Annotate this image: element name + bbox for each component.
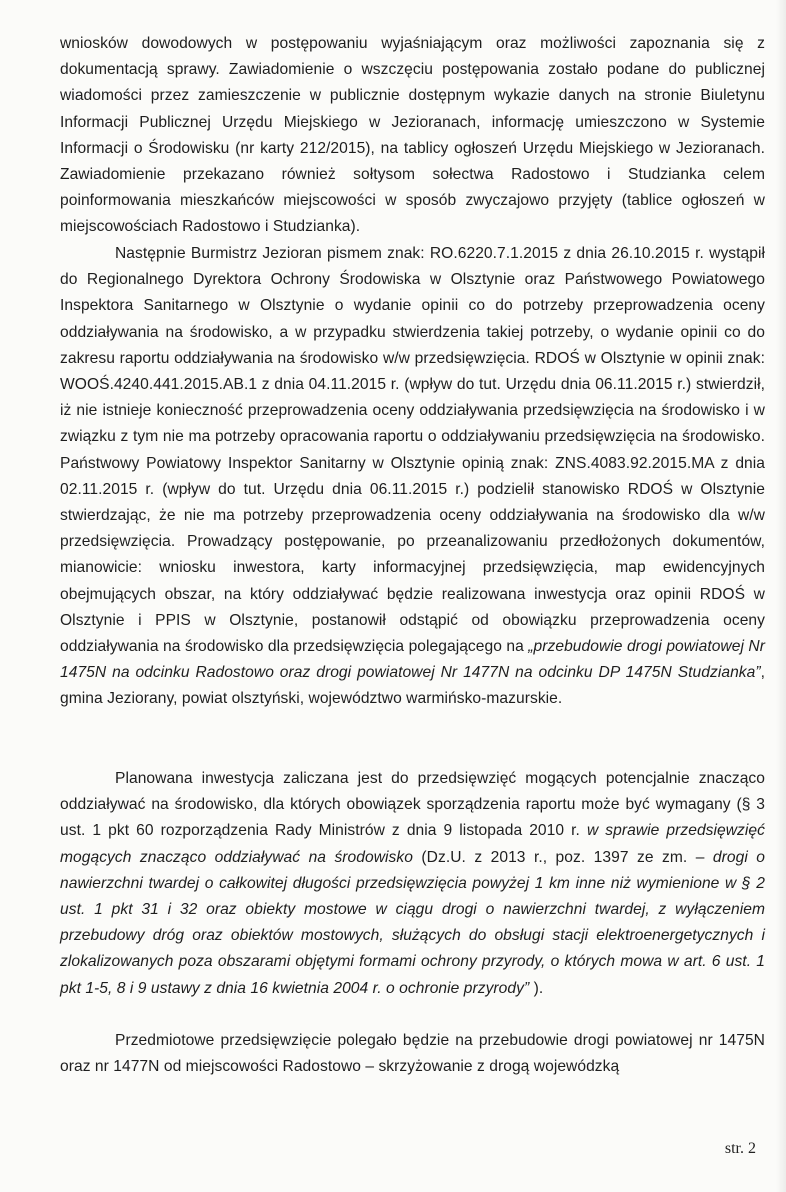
paragraph-legal-basis xyxy=(60,766,765,1002)
paragraph-project-scope xyxy=(60,1028,765,1080)
text-run: (Dz.U. z 2013 r., poz. 1397 ze zm. – xyxy=(412,848,713,866)
project-name-italic: „przebudowie drogi powiatowej Nr 1475N na odcinku Radostowo oraz drogi powiatowej Nr 1477N na odcinku DP 1475N Studzianka” xyxy=(60,638,765,682)
text-run: Planowana inwestycja zaliczana jest do przedsięwzięć mogących potencjalnie znacząco oddziaływać na środowisko, dla których obowiązek sporządzenia raportu może być wymagany (§ 3 ust. 1 pkt 60 rozporządzenia Rady Ministrów z dnia 9 listopada 2010 r. xyxy=(60,770,765,840)
text-run: ). xyxy=(529,979,544,997)
text-run: wniosków dowodowych w postępowaniu wyjaśniającym oraz możliwości zapoznania się z dokumentacją sprawy. Zawiadomienie o wszczęciu postępowania zostało podane do publicznej wiadomości przez zamieszczenie w publicznie dostępnym wykazie danych na stronie Biuletynu Informacji Publicznej Urzędu Miejskiego w Jezioranach, informację umieszczono w Systemie Informacji o Środowisku (nr karty 212/2015), na tablicy ogłoszeń Urzędu Miejskiego w Jezioranach. Zawiadomienie przekazano również sołtysom sołectwa Radostowo i Studzianka celem poinformowania mieszkańców miejscowości w sposób zwyczajowo przyjęty (tablice ogłoszeń w miejscowościach Radostowo i Studzianka). xyxy=(60,35,765,236)
scan-edge-shadow xyxy=(776,0,786,1192)
paragraph-opinions xyxy=(60,241,765,713)
regulation-quote-italic: drogi o nawierzchni twardej o całkowitej długości przedsięwzięcia powyżej 1 km inne niż wymienione w § 2 ust. 1 pkt 31 i 32 oraz obiekty mostowe w ciągu drogi o nawierzchni twardej, z wyłączeniem przebudowy dróg oraz obiektów mostowych, służących do obsługi stacji elektroenergetycznych i zlokalizowanych poza obszarami objętymi formami ochrony przyrody, o których mowa w art. 6 ust. 1 pkt 1-5, 8 i 9 ustawy z dnia 16 kwietnia 2004 r. o ochronie przyrody” xyxy=(60,848,765,997)
paragraph-notification-details xyxy=(60,31,765,241)
text-run: , gmina Jeziorany, powiat olsztyński, województwo warmińsko-mazurskie. xyxy=(60,664,765,708)
regulation-title-italic: w sprawie przedsięwzięć mogących znacząco oddziaływać na środowisko xyxy=(60,822,765,866)
text-run: Następnie Burmistrz Jezioran pismem znak: RO.6220.7.1.2015 z dnia 26.10.2015 r. wystąpił do Regionalnego Dyrektora Ochrony Środowiska w Olsztynie oraz Państwowego Powiatowego Inspektora Sanitarnego w Olsztynie o wydanie opinii co do potrzeby przeprowadzenia oceny oddziaływania na środowisko, a w przypadku stwierdzenia takiej potrzeby, o wydanie opinii co do zakresu raportu oddziaływania na środowisko w/w przedsięwzięcia. RDOŚ w Olsztynie w opinii znak: WOOŚ.4240.441.2015.AB.1 z dnia 04.11.2015 r. (wpływ do tut. Urzędu dnia 06.11.2015 r.) stwierdził, iż nie istnieje konieczność przeprowadzenia oceny oddziaływania przedsięwzięcia na środowisko i w związku z tym nie ma potrzeby opracowania raportu o oddziaływaniu przedsięwzięcia na środowisko. Państwowy Powiatowy Inspektor Sanitarny w Olsztynie opinią znak: ZNS.4083.92.2015.MA z dnia 02.11.2015 r. (wpływ do tut. Urzędu dnia 06.11.2015 r.) podzielił stanowisko RDOŚ w Olsztynie stwierdzając, że nie ma potrzeby przeprowadzenia oceny oddziaływania na środowisko dla w/w przedsięwzięcia. Prowadzący postępowanie, po przeanalizowaniu przedłożonych dokumentów, mianowicie: wniosku inwestora, karty informacyjnej przedsięwzięcia, map ewidencyjnych obejmujących obszar, na który oddziaływać będzie realizowana inwestycja oraz opinii RDOŚ w Olsztynie i PPIS w Olsztynie, postanowił odstąpić od obowiązku przeprowadzenia oceny oddziaływania na środowisko dla przedsięwzięcia polegającego na xyxy=(60,245,765,656)
page-number: str. 2 xyxy=(724,1140,756,1157)
text-run: Przedmiotowe przedsięwzięcie polegało będzie na przebudowie drogi powiatowej nr 1475N oraz nr 1477N od miejscowości Radostowo – skrzyżowanie z drogą wojewódzką xyxy=(60,1032,765,1076)
